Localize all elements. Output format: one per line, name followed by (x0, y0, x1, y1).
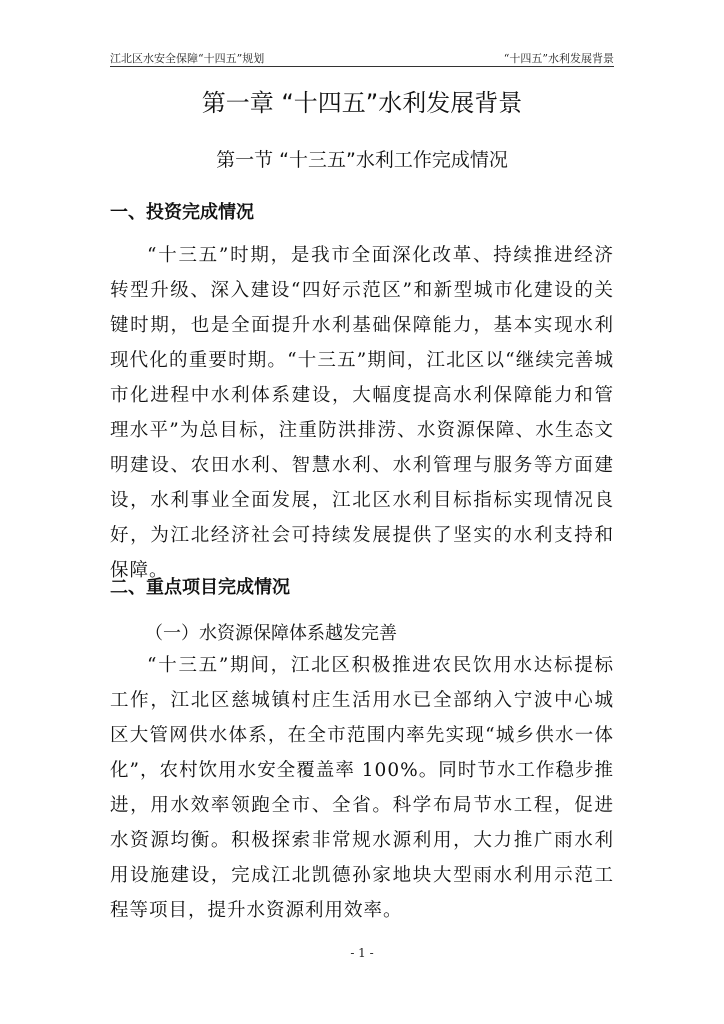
header-right-title: “十四五”水利发展背景 (503, 52, 614, 65)
paragraph-water-supply: “十三五”期间，江北区积极推进农民饮用水达标提标工作，江北区慈城镇村庄生活用水已全部纳入宁波中心城区大管网供水体系，在全市范围内率先实现“城乡供水一体化”，农村饮用水安全覆盖率 100%。同时节水工作稳步推进，用水效率领跑全市、全省。科学布局节水工程，促进水资源均衡。积极探索非常规水源利用，大力推广雨水利用设施建设，完成江北凯德孙家地块大型雨水利用示范工程等项目，提升水资源利用效率。 (110, 655, 614, 921)
header-left-title: 江北区水安全保障“十四五”规划 (110, 52, 265, 65)
section-title: 第一节 “十三五”水利工作完成情况 (216, 149, 508, 171)
subheading-water-supply: （一）水资源保障体系越发完善 (145, 623, 397, 644)
chapter-title: 第一章 “十四五”水利发展背景 (201, 89, 523, 117)
heading-investment: 一、投资完成情况 (110, 202, 254, 223)
page-number: - 1 - (350, 946, 374, 960)
paragraph-investment: “十三五”时期，是我市全面深化改革、持续推进经济转型升级、深入建设“四好示范区”和新型城市化建设的关键时期，也是全面提升水利基础保障能力，基本实现水利现代化的重要时期。“十三五”期间，江北区以“继续完善城市化进程中水利体系建设，大幅度提高水利保障能力和管理水平”为总目标，注重防洪排涝、水资源保障、水生态文明建设、农田水利、智慧水利、水利管理与服务等方面建设，水利事业全面发展，江北区水利目标指标实现情况良好，为江北经济社会可持续发展提供了坚实的水利支持和保障。 (110, 245, 614, 581)
header-divider (110, 66, 614, 67)
heading-key-projects: 二、重点项目完成情况 (110, 577, 290, 598)
